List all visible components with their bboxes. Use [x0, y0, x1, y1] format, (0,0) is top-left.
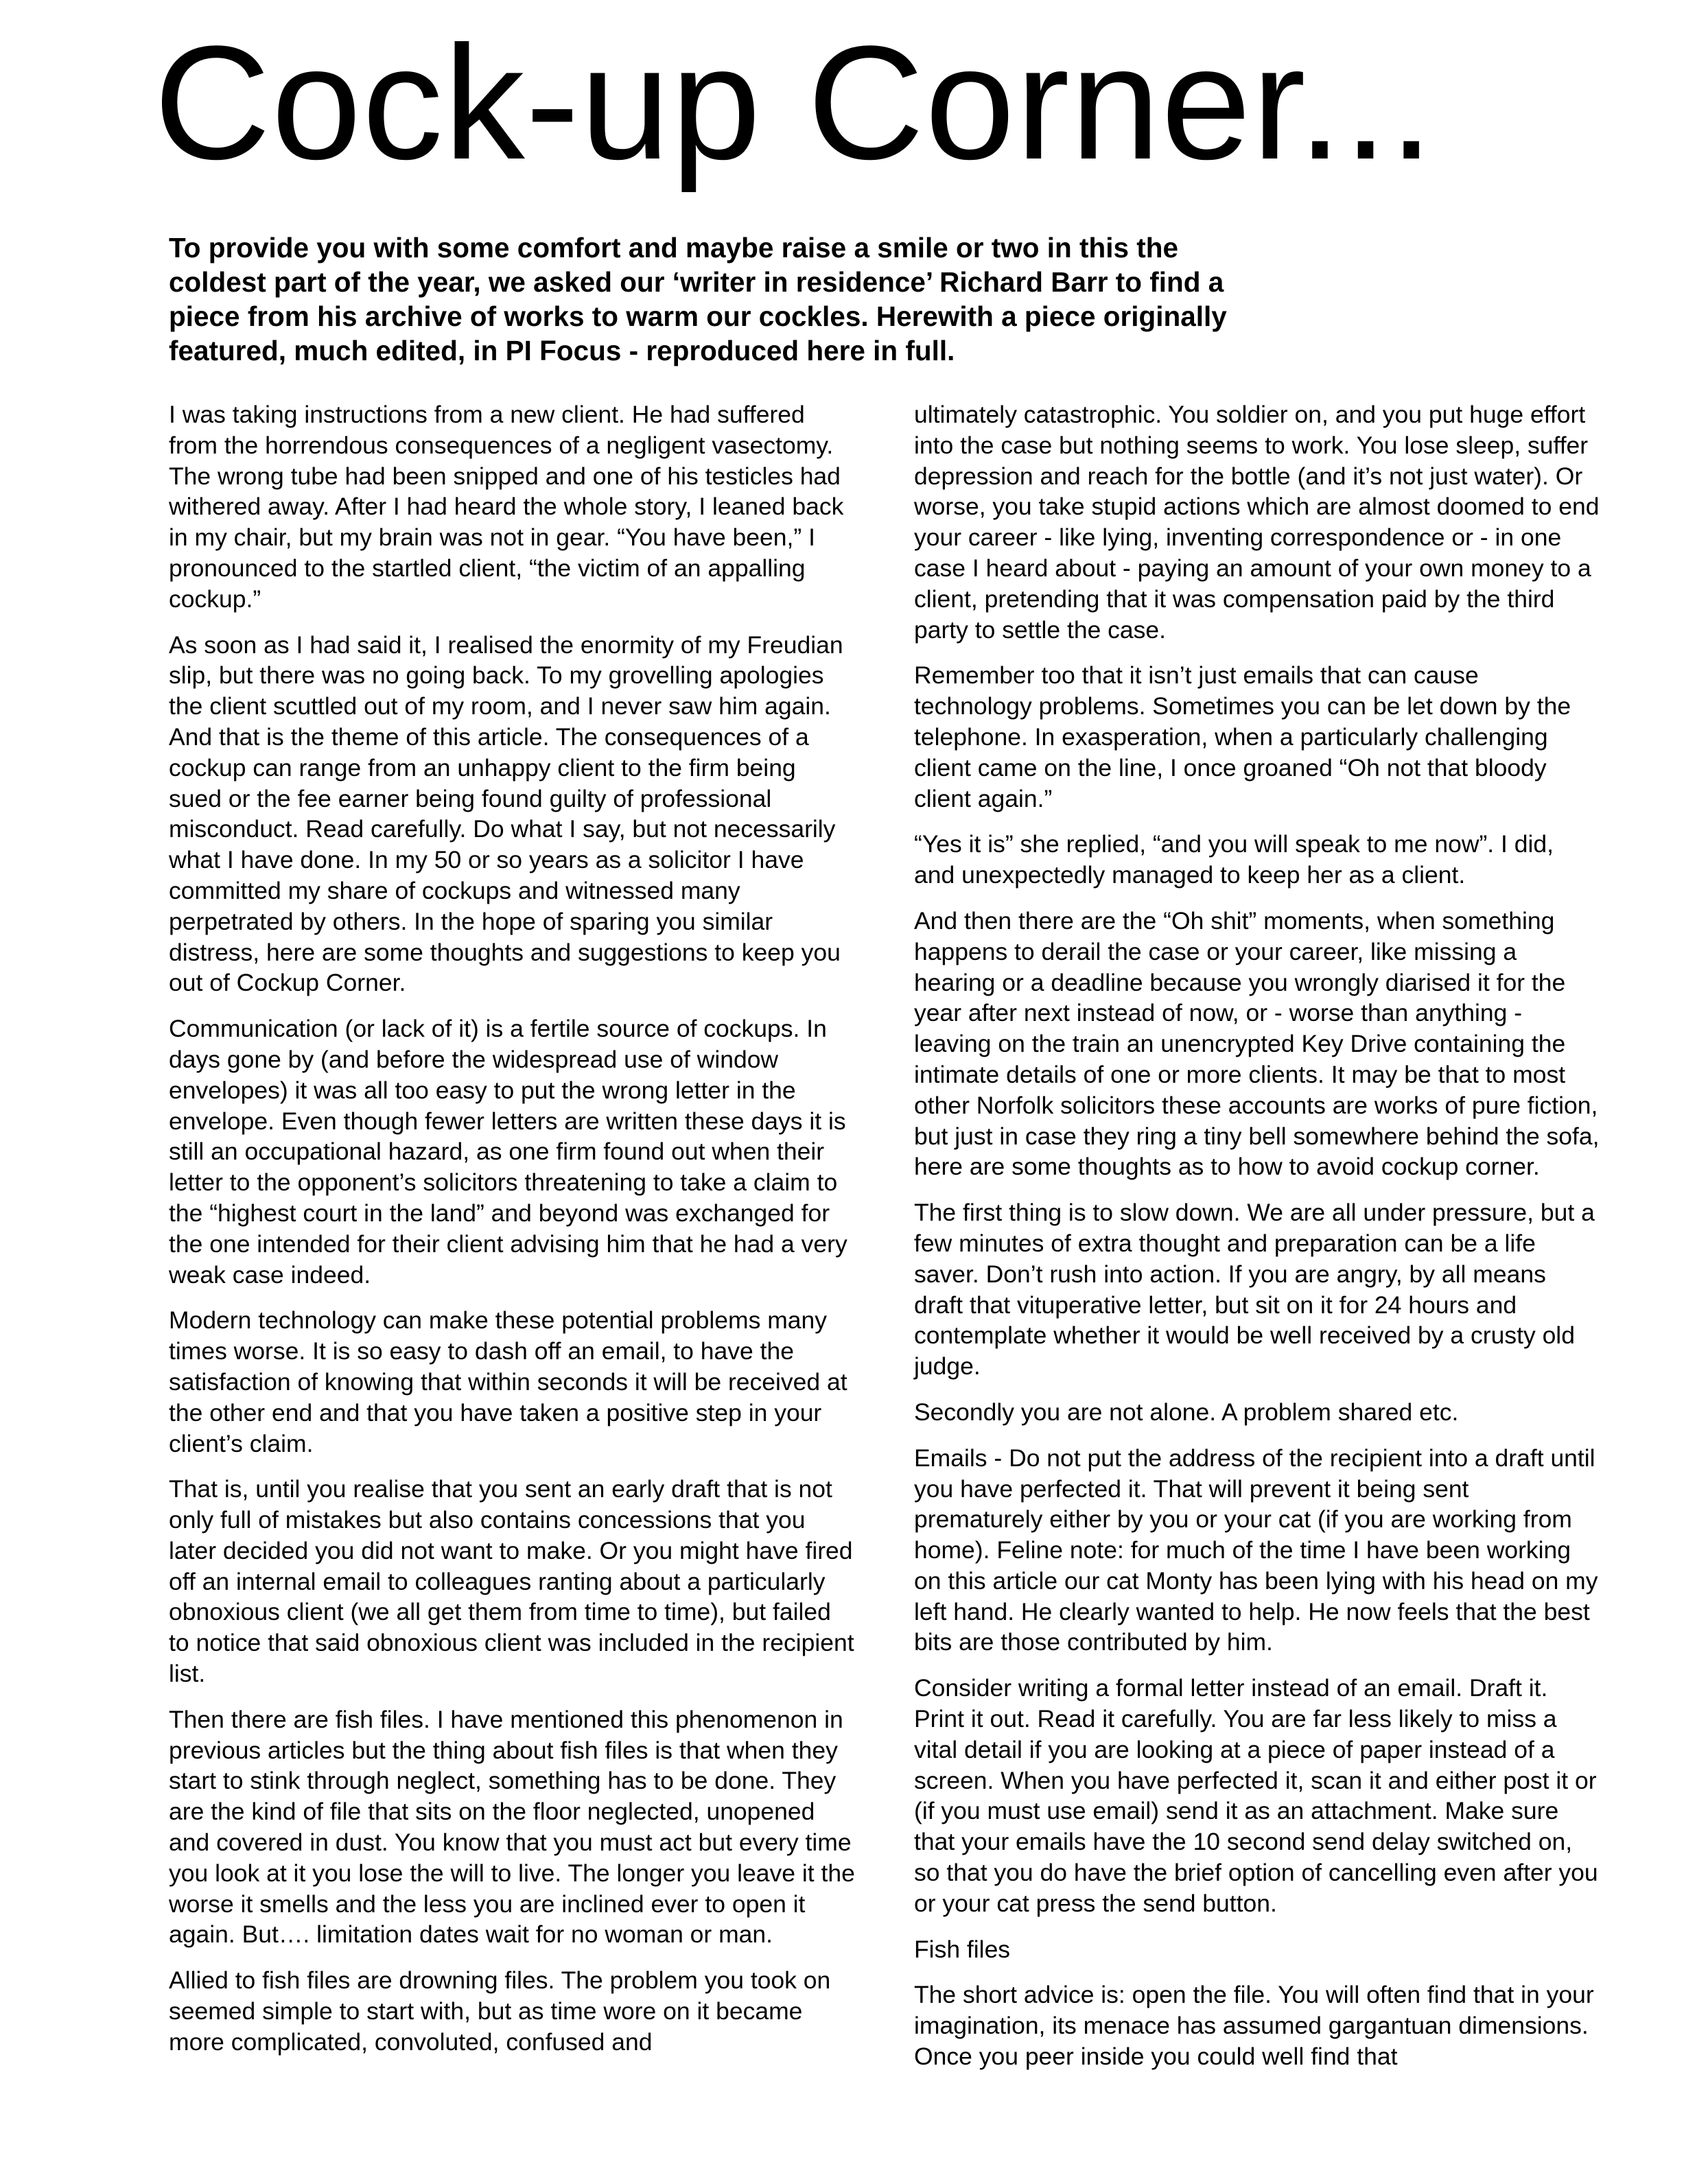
paragraph: Modern technology can make these potential problems many times worse. It is so easy to dash off an email, to have the satisfaction of knowing that within seconds it will be received at the other end and that you have taken a positive step in your client’s claim.	[169, 1306, 847, 1457]
paragraph: “Yes it is” she replied, “and you will speak to me now”. I did, and unexpectedly managed to keep her as a client.	[914, 830, 1554, 889]
paragraph: ultimately catastrophic. You soldier on, and you put huge effort into the case but nothing seems to work. You lose sleep, suffer depression and reach for the bottle (and it’s not just water). Or worse, you take stupid actions which are almost doomed to end your career - like lying, inventing correspondence or - in one case I heard about - paying an amount of your own money to a client, pretending that it was compensation paid by the third party to settle the case.	[914, 401, 1600, 644]
left-column	[169, 399, 855, 2073]
paragraph: That is, until you realise that you sent an early draft that is not only full of mistakes but also contains concessions that you later decided you did not want to make. Or you might have fired off an internal email to colleagues ranting about a particularly obnoxious client (we all get them from time to time), but failed to notice that said obnoxious client was included in the recipient list.	[169, 1475, 854, 1688]
paragraph: Then there are fish files. I have mentioned this phenomenon in previous articles but the thing about fish files is that when they start to stink through neglect, something has to be done. They are the kind of file that sits on the floor neglected, unopened and covered in dust. You know that you must act but every time you look at it you lose the will to live. The longer you leave it the worse it smells and the less you are inclined ever to open it again. But…. limitation dates wait for no woman or man.	[169, 1705, 855, 1949]
paragraph: The short advice is: open the file. You will often find that in your imagination, its menace has assumed gargantuan dimensions. Once you peer inside you could well find that	[914, 1981, 1594, 2071]
paragraph: I was taking instructions from a new client. He had suffered from the horrendous consequences of a negligent vasectomy. The wrong tube had been snipped and one of his testicles had withered away. After I had heard the whole story, I leaned back in my chair, but my brain was not in gear. “You have been,” I pronounced to the startled client, “the victim of an appalling cockup.”	[169, 401, 844, 613]
article-intro: To provide you with some comfort and maybe raise a smile or two in this the coldest part of the year, we asked our ‘writer in residence’ Richard Barr to find a piece from his archive of works to warm our cockles. Herewith a piece originally featured, much edited, in PI Focus - reproduced here in full.	[169, 232, 1227, 366]
paragraph: Emails - Do not put the address of the recipient into a draft until you have perfected it. That will prevent it being sent prematurely either by you or your cat (if you are working from home). Feline note: for much of the time I have been working on this article our cat Monty has been lying with his head on my left hand. He clearly wanted to help. He now feels that the best bits are those contributed by him.	[914, 1444, 1598, 1656]
paragraph: Secondly you are not alone. A problem shared etc.	[914, 1398, 1459, 1426]
paragraph: Communication (or lack of it) is a fertile source of cockups. In days gone by (and before the widespread use of window envelopes) it was all too easy to put the wrong letter in the envelope. Even though fewer letters are written these days it is still an occupational hazard, as one firm found out when their letter to the opponent’s solicitors threatening to take a claim to the “highest court in the land” and beyond was exchanged for the one intended for their client advising him that he had a very weak case indeed.	[169, 1015, 847, 1289]
right-column	[914, 399, 1600, 2087]
paragraph: The first thing is to slow down. We are all under pressure, but a few minutes of extra thought and preparation can be a life saver. Don’t rush into action. If you are angry, by all means draft that vituperative letter, but sit on it for 24 hours and contemplate whether it would be well received by a crusty old judge.	[914, 1199, 1595, 1380]
page-title: Cock-up Corner...	[154, 12, 1435, 193]
section-heading: Fish files	[914, 1935, 1011, 1963]
paragraph: And then there are the “Oh shit” moments, when something happens to derail the case or your career, like missing a hearing or a deadline because you wrongly diarised it for the year after next instead of now, or - worse than anything - leaving on the train an unencrypted Key Drive containing the intimate details of one or more clients. It may be that to most other Norfolk solicitors these accounts are works of pure fiction, but just in case they ring a tiny bell somewhere behind the sofa, here are some thoughts as to how to avoid cockup corner.	[914, 906, 1600, 1181]
paragraph: Allied to fish files are drowning files. The problem you took on seemed simple to start with, but as time wore on it became more complicated, convoluted, confused and	[169, 1966, 831, 2056]
paragraph: Remember too that it isn’t just emails that can cause technology problems. Sometimes you can be let down by the telephone. In exasperation, when a particularly challenging client came on the line, I once groaned “Oh not that bloody client again.”	[914, 661, 1571, 812]
paragraph: As soon as I had said it, I realised the enormity of my Freudian slip, but there was no going back. To my grovelling apologies the client scuttled out of my room, and I never saw him again. And that is the theme of this article. The consequences of a cockup can range from an unhappy client to the firm being sued or the fee earner being found guilty of professional misconduct. Read carefully. Do what I say, but not necessarily what I have done. In my 50 or so years as a solicitor I have committed my share of cockups and witnessed many perpetrated by others. In the hope of sparing you similar distress, here are some thoughts and suggestions to keep you out of Cockup Corner.	[169, 631, 843, 997]
paragraph: Consider writing a formal letter instead of an email. Draft it. Print it out. Read it carefully. You are far less likely to miss a vital detail if you are looking at a piece of paper instead of a screen. When you have perfected it, scan it and either post it or (if you must use email) send it as an attachment. Make sure that your emails have the 10 second send delay switched on, so that you do have the brief option of cancelling even after you or your cat press the send button.	[914, 1674, 1598, 1917]
